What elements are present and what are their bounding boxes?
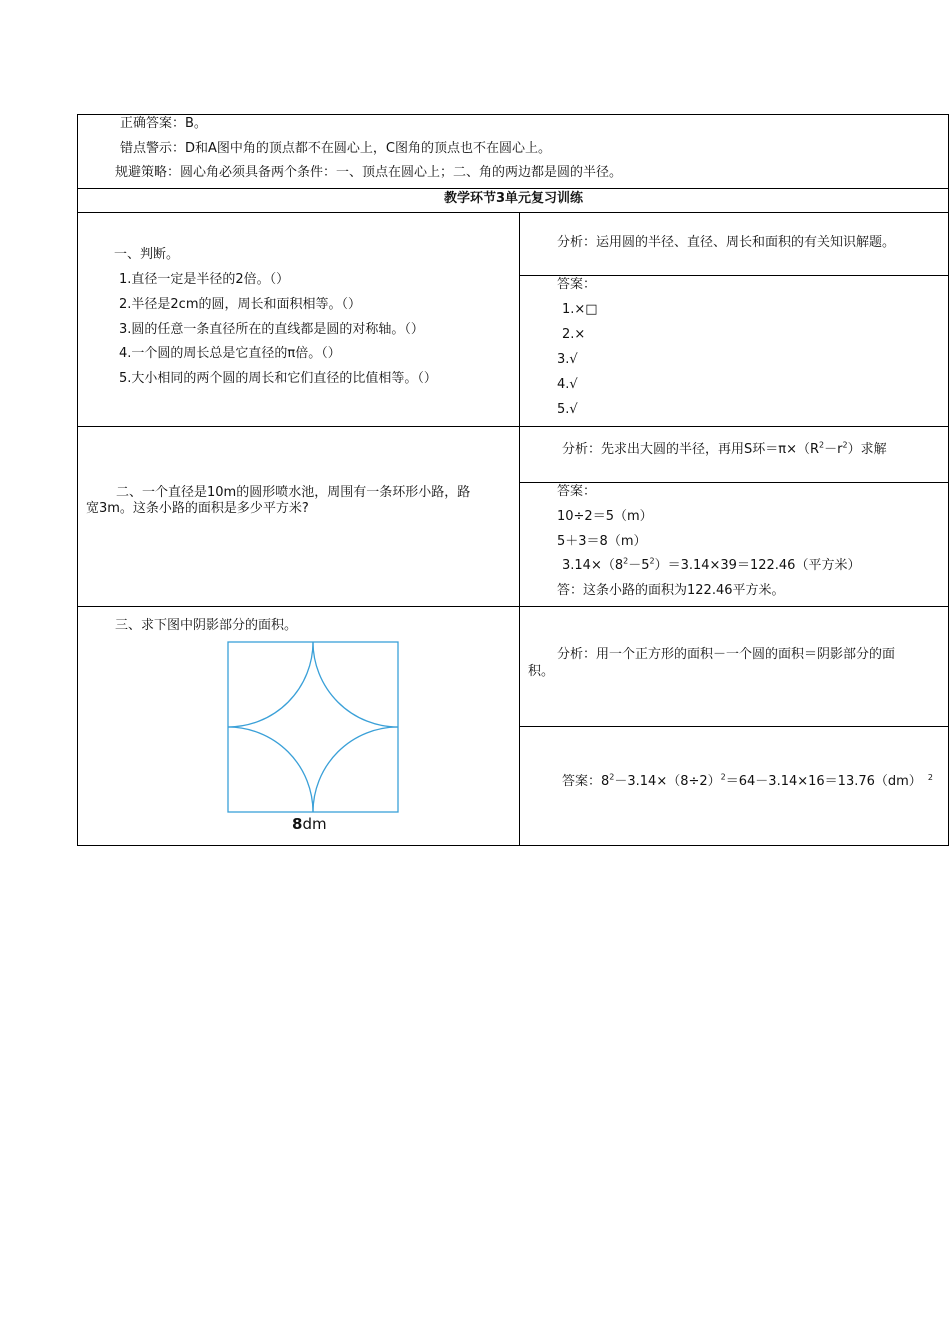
row-divider [77,212,949,213]
q2-step: 5＋3＝8（m） [557,534,647,549]
q1-answer: 4.√ [557,377,578,392]
q2-question-line2: 宽3m。这条小路的面积是多少平方米? [86,501,309,516]
superscript: 2 [927,772,933,782]
q1-answer: 5.√ [557,402,578,417]
q3-answer [562,773,933,791]
table-border-right [948,114,949,846]
avoid-strategy: 规避策略：圆心角必须具备两个条件：一、顶点在圆心上；二、角的两边都是圆的半径。 [115,165,623,180]
q1-answer: 3.√ [557,352,578,367]
cell-divider [519,726,949,727]
figure-arc [313,642,398,727]
superscript: 2 [609,772,615,782]
q1-answer: 1.×□ [562,302,598,317]
q2-analysis-text: －r [824,442,843,457]
q1-item: 3.圆的任意一条直径所在的直线都是圆的对称轴。（） [119,322,424,337]
q3-answer-text: －3.14×（8÷2） [614,774,721,789]
table-border-bottom [77,845,949,846]
correct-answer: 正确答案：B。 [120,116,207,131]
superscript: 2 [819,440,825,450]
q1-answer: 2.× [562,327,586,342]
shaded-area-figure [226,640,400,814]
q1-item: 4.一个圆的周长总是它直径的π倍。（） [119,346,341,361]
figure-label [292,815,327,833]
superscript: 2 [720,772,726,782]
figure-arc [228,727,313,812]
q2-question-line1: 二、一个直径是10m的圆形喷水池，周围有一条环形小路，路 [116,485,471,500]
q2-step: 10÷2＝5（m） [557,509,653,524]
q2-step-text: －5 [628,558,650,573]
q1-item: 1.直径一定是半径的2倍。（） [119,272,290,287]
figure-label-unit: dm [302,815,327,833]
figure-arc [313,727,398,812]
q1-answer-label: 答案： [557,277,597,292]
figure-label-number: 8 [292,815,303,833]
q3-analysis-line2: 积。 [528,664,555,679]
superscript: 2 [623,556,629,566]
q2-analysis-text: ）求解 [847,442,887,457]
q1-item: 5.大小相同的两个圆的周长和它们直径的比值相等。（） [119,371,437,386]
q1-item: 2.半径是2cm的圆，周长和面积相等。（） [119,297,361,312]
mistake-warning: 错点警示：D和A图中角的顶点都不在圆心上，C图角的顶点也不在圆心上。 [120,141,551,156]
q2-answer-label: 答案： [557,484,597,499]
q3-answer-text: 答案：8 [562,774,610,789]
row-divider [77,188,949,189]
figure-square [228,642,398,812]
q3-answer-text: ＝64－3.14×16＝13.76（dm） [725,774,922,789]
column-divider [519,212,520,846]
q3-title: 三、求下图中阴影部分的面积。 [115,618,298,633]
q1-analysis: 分析：运用圆的半径、直径、周长和面积的有关知识解题。 [557,235,896,250]
row-divider [77,426,949,427]
row-divider [77,606,949,607]
q2-analysis [562,441,887,459]
superscript: 2 [842,440,848,450]
q2-conclusion: 答：这条小路的面积为122.46平方米。 [557,583,785,598]
q2-analysis-text: 分析：先求出大圆的半径，再用S环＝π×（R [562,442,820,457]
q1-title: 一、判断。 [114,247,180,262]
section-title: 教学环节3单元复习训练 [443,191,584,206]
figure-arc [228,642,313,727]
superscript: 2 [649,556,655,566]
q3-analysis-line1: 分析：用一个正方形的面积－一个圆的面积＝阴影部分的面 [557,647,896,662]
q2-step-text: ）＝3.14×39＝122.46（平方米） [654,558,861,573]
q2-step [562,557,860,575]
table-border-top [77,114,949,115]
q2-step-text: 3.14×（8 [562,558,624,573]
table-border-left [77,114,78,846]
